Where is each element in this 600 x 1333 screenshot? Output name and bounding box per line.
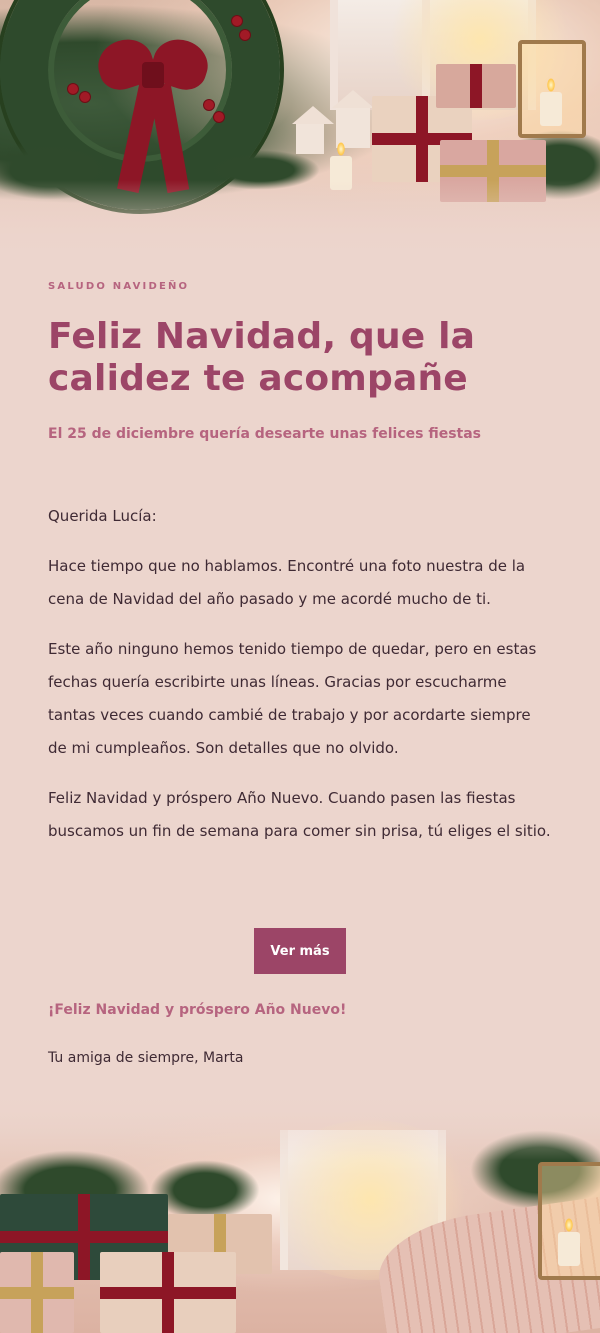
- ver-mas-button[interactable]: Ver más: [254, 928, 346, 974]
- berry-icon: [232, 16, 242, 26]
- berry-icon: [80, 92, 90, 102]
- header-illustration: [0, 0, 600, 260]
- paragraph: Hace tiempo que no hablamos. Encontré una foto nuestra de la cena de Navidad del año pasado y me acordé mucho de ti.: [48, 557, 526, 608]
- paragraph: Feliz Navidad y próspero Año Nuevo. Cuando pasen las fiestas buscamos un fin de semana para comer sin prisa, tú eliges el sitio.: [48, 789, 551, 840]
- signature: Tu amiga de siempre, Marta: [48, 1050, 244, 1066]
- lantern-icon: [538, 1162, 600, 1280]
- berry-icon: [68, 84, 78, 94]
- subtitle: El 25 de diciembre quería desearte unas felices fiestas: [48, 426, 481, 442]
- paragraph: Este año ninguno hemos tenido tiempo de quedar, pero en estas fechas quería escribirte unas líneas. Gracias por escucharme tantas veces cuando cambié de trabajo y por acordarte siempre de mi cumpleaños. Son detalles que no olvido.: [48, 640, 537, 757]
- greeting: Querida Lucía:: [48, 507, 157, 525]
- berry-icon: [240, 30, 250, 40]
- gift-box-icon: [436, 64, 516, 108]
- page-title: Feliz Navidad, que la calidez te acompañe: [48, 316, 476, 399]
- gift-box-icon: [0, 1252, 74, 1333]
- berry-icon: [214, 112, 224, 122]
- house-ornament-icon: [296, 124, 324, 154]
- eyebrow-label: SALUDO NAVIDEÑO: [48, 281, 190, 292]
- gift-box-icon: [100, 1252, 236, 1333]
- message-body: [48, 500, 552, 865]
- footer-illustration: [0, 1090, 600, 1333]
- lantern-icon: [518, 40, 586, 138]
- closing-wish: ¡Feliz Navidad y próspero Año Nuevo!: [48, 1002, 347, 1018]
